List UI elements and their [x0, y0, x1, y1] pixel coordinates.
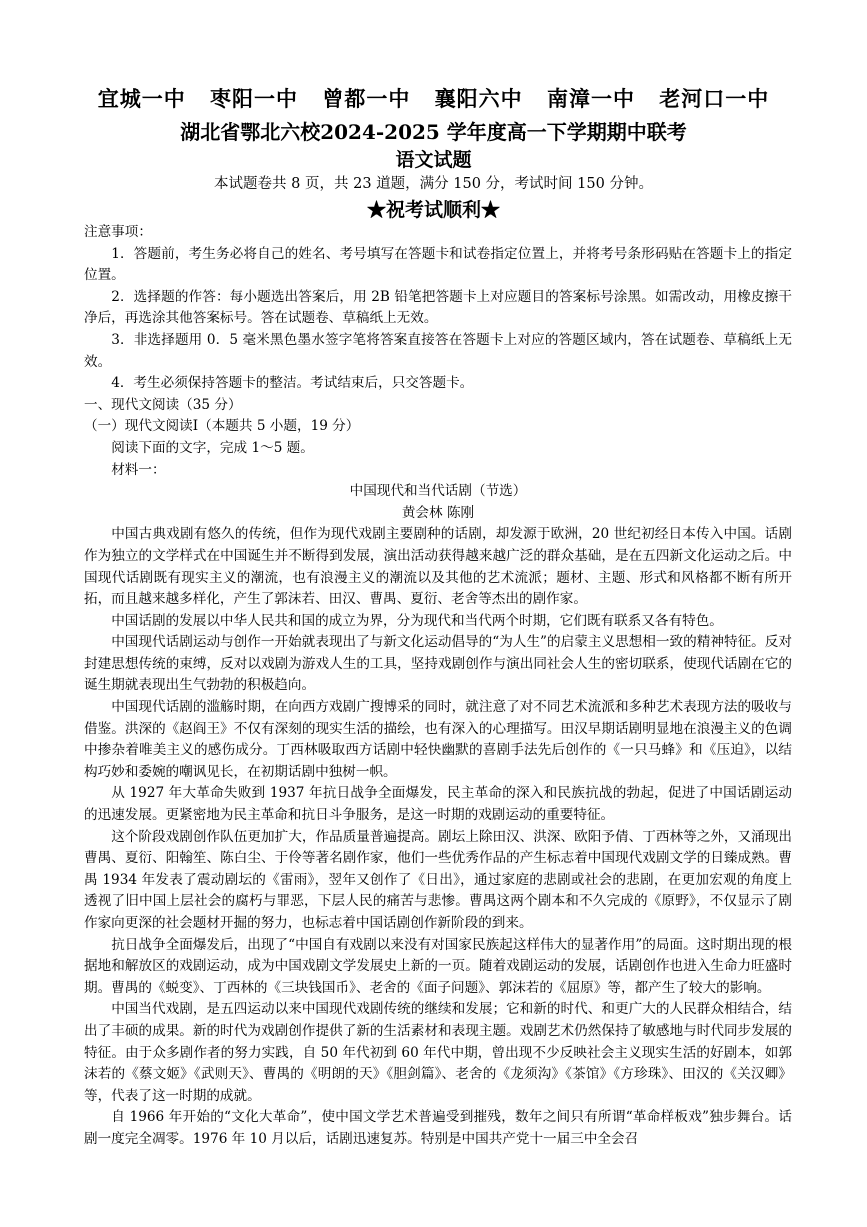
article-paragraph: 中国古典戏剧有悠久的传统，但作为现代戏剧主要剧种的话剧，却发源于欧洲，20 世纪初经日本传入中国。话剧作为独立的文学样式在中国诞生并不断得到发展，演出活动获得越来越广泛的群众基础，是在五四新文化运动之后。中国现代话剧既有现实主义的潮流，也有浪漫主义的潮流以及其他的艺术流派；题材、主题、形式和风格都不断有所开拓，而且越来越多样化，产生了郭沫若、田汉、曹禺、夏衍、老舍等杰出的剧作家。: [84, 526, 792, 608]
school-name: 襄阳六中: [434, 86, 523, 111]
school-name: 老河口一中: [659, 86, 770, 111]
exam-info: 本试题卷共 8 页，共 23 道题，满分 150 分，考试时间 150 分钟。: [214, 176, 653, 192]
reading-instruction: 阅读下面的文字，完成 1～5 题。: [111, 439, 314, 456]
notice-item: 4．考生必须保持答题卡的整洁。考试结束后，只交答题卡。: [111, 375, 474, 392]
exam-subject: 语文试题: [395, 149, 472, 171]
school-name: 枣阳一中: [210, 86, 299, 111]
notice-item: 3．非选择题用 0．5 毫米黑色墨水签字笔将答案直接答在答题卡上对应的答题区域内，答在试题卷、草稿纸上无效。: [84, 331, 792, 370]
article-paragraph: 自 1966 年开始的“文化大革命”，使中国文学艺术普遍受到摧残，数年之间只有所谓“革命样板戏”独步舞台。话剧一度完全凋零。1976 年 10 月以后，话剧迅速复苏。特别是中国共产党十一届三中全会召: [84, 1109, 792, 1147]
exam-wish: ★祝考试顺利★: [366, 199, 500, 221]
article-paragraph: 从 1927 年大革命失败到 1937 年抗日战争全面爆发，民主革命的深入和民族抗战的勃起，促进了中国话剧运动的迅速发展。更紧密地为民主革命和抗日斗争服务，是这一时期的戏剧运动的重要特征。: [84, 785, 792, 824]
school-name: 南漳一中: [546, 86, 635, 111]
article-paragraph: 中国现代话剧的滥觞时期，在向西方戏剧广搜博采的同时，就注意了对不同艺术流派和多种艺术表现方法的吸收与借鉴。洪深的《赵阎王》不仅有深刻的现实生活的描绘，也有深入的心理描写。田汉早期话剧明显地在浪漫主义的色调中掺杂着唯美主义的感伤成分。丁西林吸取西方话剧中轻快幽默的喜剧手法先后创作的《一只马蜂》和《压迫》，以结构巧妙和委婉的嘲讽见长，在初期话剧中独树一帜。: [84, 699, 792, 780]
school-name: 曾都一中: [322, 86, 411, 111]
notice-item: 1．答题前，考生务必将自己的姓名、考号填写在答题卡和试卷指定位置上，并将考号条形码贴在答题卡上的指定位置。: [84, 245, 792, 284]
exam-title: 湖北省鄂北六校2024-2025 学年度高一下学期期中联考: [180, 120, 687, 144]
article-paragraph: 抗日战争全面爆发后，出现了“中国自有戏剧以来没有对国家民族起这样伟大的显著作用”的局面。这时期出现的根据地和解放区的戏剧运动，成为中国戏剧文学发展史上新的一页。随着戏剧运动的发展，话剧创作也进入生命力旺盛时期。曹禺的《蜕变》、丁西林的《三块钱国币》、老舍的《面子问题》、郭沫若的《屈原》等，都产生了较大的影响。: [84, 936, 792, 996]
article-paragraph: 中国现代话剧运动与创作一开始就表现出了与新文化运动倡导的“为人生”的启蒙主义思想相一致的精神特征。反对封建思想传统的束缚，反对以戏剧为游戏人生的工具，坚持戏剧创作与演出同社会人生的密切联系，使现代话剧在它的诞生期就表现出生气勃勃的积极趋向。: [84, 634, 792, 694]
article-paragraph: 中国话剧的发展以中华人民共和国的成立为界，分为现代和当代两个时期，它们既有联系又各有特色。: [111, 612, 723, 629]
article-paragraph: 中国当代戏剧，是五四运动以来中国现代戏剧传统的继续和发展；它和新的时代、和更广大的人民群众相结合，结出了丰硕的成果。新的时代为戏剧创作提供了新的生活素材和表现主题。戏剧艺术仍然保持了敏感地与时代同步发展的特征。由于众多剧作者的努力实践，自 50 年代初到 60 年代中期，曾出现不少反映社会主义现实生活的好剧本，如郭沫若的《蔡文姬》《武则天》、曹禺的《明朗的天》《胆剑篇》、老舍的《龙须沟》《茶馆》《方珍珠》、田汉的《关汉卿》等，代表了这一时期的成就。: [84, 1001, 792, 1104]
school-name: 宜城一中: [97, 86, 186, 111]
article-title: 中国现代和当代话剧（节选）: [349, 483, 527, 500]
school-list: [0, 83, 867, 113]
material-label: 材料一：: [111, 461, 166, 478]
notice-heading: 注意事项：: [84, 224, 152, 240]
exam-body: [84, 222, 792, 1151]
article-authors: 黄会林 陈刚: [401, 504, 475, 521]
article-paragraph: 这个阶段戏剧创作队伍更加扩大，作品质量普遍提高。剧坛上除田汉、洪深、欧阳予倩、丁西林等之外，又涌现出曹禺、夏衍、阳翰笙、陈白尘、于伶等著名剧作家，他们一些优秀作品的产生标志着中国现代戏剧文学的日臻成熟。曹禺 1934 年发表了震动剧坛的《雷雨》，翌年又创作了《日出》，通过家庭的悲剧或社会的悲剧，在更加宏观的角度上透视了旧中国上层社会的腐朽与罪恶，下层人民的痛苦与悲惨。曹禺这两个剧本和不久完成的《原野》，不仅显示了剧作家向更深的社会题材开掘的努力，也标志着中国话剧创作新阶段的到来。: [84, 828, 792, 931]
subsection-heading: （一）现代文阅读Ⅰ（本题共 5 小题，19 分）: [84, 418, 360, 435]
notice-item: 2．选择题的作答：每小题选出答案后，用 2B 铅笔把答题卡上对应题目的答案标号涂黑。如需改动，用橡皮擦干净后，再选涂其他答案标号。答在试题卷、草稿纸上无效。: [84, 288, 792, 327]
section-heading: 一、现代文阅读（35 分）: [84, 396, 242, 413]
